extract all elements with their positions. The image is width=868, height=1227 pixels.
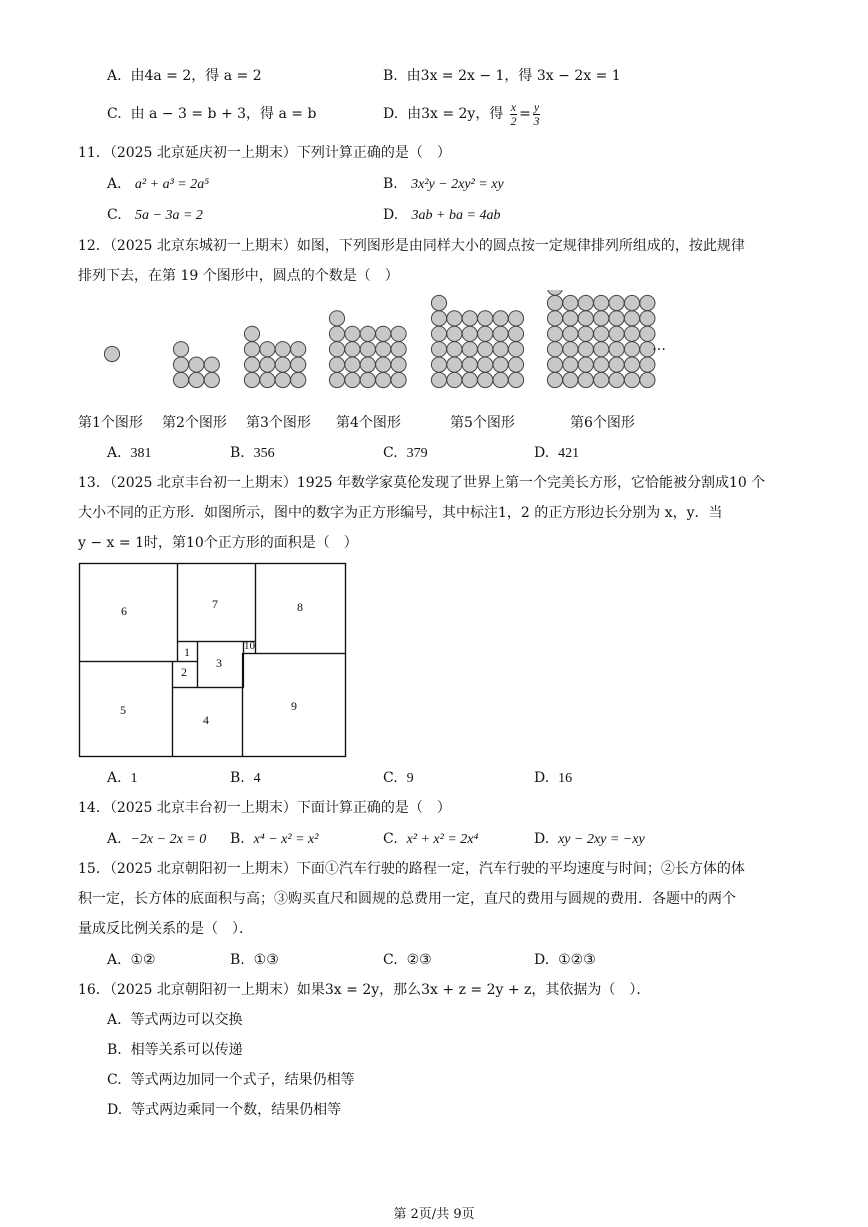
dot: [447, 357, 462, 372]
dot: [493, 342, 508, 357]
q14-option-c: [383, 830, 478, 849]
dot: [508, 357, 523, 372]
option-label: A.: [107, 445, 122, 461]
dot: [244, 372, 259, 387]
denominator: 3: [533, 113, 540, 128]
q14-option-d: [534, 830, 645, 849]
q14-option-b: [230, 830, 318, 849]
q13-option-a: [107, 769, 137, 788]
q15-stem-line1: 15．（2025 北京朝阳初一上期末）下面①汽车行驶的路程一定，汽车行驶的平均速度与时间；②长方体的体: [78, 861, 745, 877]
q10-option-d: [383, 100, 542, 128]
dot: [431, 372, 446, 387]
q12-stem-line1: 12．（2025 北京东城初一上期末）如图，下列图形是由同样大小的圆点按一定规律排列所组成的，按此规律: [78, 238, 745, 254]
dot: [493, 326, 508, 341]
figure-label-2: 第2个图形: [162, 415, 227, 431]
option-label: A.: [107, 176, 122, 192]
dot: [104, 346, 119, 361]
dot: [244, 326, 259, 341]
dot: [447, 311, 462, 326]
dot: [609, 357, 624, 372]
dot: [291, 357, 306, 372]
numerator: x: [510, 99, 517, 114]
equals-sign: =: [519, 106, 531, 122]
dot: [640, 295, 655, 310]
dot: [594, 357, 609, 372]
dot: [291, 372, 306, 387]
option-label: C.: [107, 1072, 122, 1088]
option-label: D.: [107, 1102, 123, 1118]
option-value: 9: [406, 771, 414, 786]
q12-option-c: [383, 444, 428, 463]
option-value: 381: [130, 446, 152, 461]
option-label: B.: [230, 831, 245, 847]
dot: [578, 357, 593, 372]
option-label: B.: [230, 770, 245, 786]
q11-stem: 11．（2025 北京延庆初一上期末）下列计算正确的是（ ）: [78, 145, 451, 161]
q12-option-b: [230, 444, 275, 463]
option-text: 由4a = 2，得 a = 2: [130, 68, 262, 84]
dot: [462, 357, 477, 372]
dot: [624, 311, 639, 326]
square-label-10: 10: [244, 640, 255, 652]
dot: [563, 326, 578, 341]
dot: [391, 357, 406, 372]
option-value: 等式两边可以交换: [130, 1012, 243, 1028]
dot: [275, 342, 290, 357]
option-value: 379: [406, 446, 428, 461]
dot: [578, 342, 593, 357]
dot: [329, 342, 344, 357]
option-label: B.: [107, 1042, 122, 1058]
option-value: ①③: [253, 952, 279, 968]
q11-option-a: [107, 175, 209, 194]
dot: [329, 357, 344, 372]
dot: [189, 372, 204, 387]
option-label: D.: [534, 952, 550, 968]
dot: [329, 311, 344, 326]
option-label: C.: [383, 952, 398, 968]
dot: [360, 372, 375, 387]
dot: [493, 357, 508, 372]
option-text: 5a − 3a = 2: [135, 208, 203, 223]
option-label: D.: [383, 106, 399, 122]
square-label-9: 9: [291, 699, 297, 713]
dot: [345, 357, 360, 372]
square-label-2: 2: [181, 665, 187, 679]
dot: [376, 342, 391, 357]
dot: [376, 357, 391, 372]
dot: [173, 357, 188, 372]
option-label: A.: [107, 952, 122, 968]
square-label-5: 5: [120, 703, 126, 717]
figure-label-1: 第1个图形: [78, 415, 143, 431]
dot: [547, 311, 562, 326]
dot: [478, 326, 493, 341]
dot: [563, 372, 578, 387]
dot: [478, 342, 493, 357]
q15-option-a: [107, 951, 156, 969]
dot: [391, 342, 406, 357]
option-label: C.: [107, 106, 122, 122]
dot: [204, 372, 219, 387]
dot: [624, 295, 639, 310]
q10-option-c: [107, 105, 316, 123]
dot: [578, 295, 593, 310]
q12-option-a: [107, 444, 151, 463]
dot: [376, 326, 391, 341]
q15-option-d: [534, 951, 596, 969]
dot: [189, 357, 204, 372]
dot: [609, 372, 624, 387]
dot: [493, 311, 508, 326]
q10-option-a: [107, 67, 262, 85]
option-text: x⁴ − x² = x²: [253, 832, 319, 847]
square-label-6: 6: [121, 604, 127, 618]
fraction: [533, 101, 540, 128]
denominator: 2: [510, 113, 517, 128]
option-label: C.: [107, 207, 122, 223]
dot: [376, 372, 391, 387]
option-text: 由 a − 3 = b + 3，得 a = b: [130, 106, 317, 122]
dot: [578, 311, 593, 326]
dot: [244, 357, 259, 372]
dot: [173, 342, 188, 357]
dot: [360, 326, 375, 341]
fraction: [510, 101, 517, 128]
option-value: 相等关系可以传递: [130, 1042, 243, 1058]
dot: [291, 342, 306, 357]
figure-label-6: 第6个图形: [570, 415, 635, 431]
square-label-8: 8: [297, 600, 303, 614]
dot: [609, 342, 624, 357]
ellipsis: …: [652, 338, 666, 354]
dot: [640, 311, 655, 326]
option-label: A.: [107, 68, 122, 84]
dot: [547, 357, 562, 372]
dot: [624, 342, 639, 357]
dot: [478, 372, 493, 387]
dot: [609, 326, 624, 341]
q15-stem-line2: 积一定，长方体的底面积与高；③购买直尺和圆规的总费用一定，直尺的费用与圆规的费用．各题中的两个: [78, 891, 736, 907]
option-label: B.: [383, 176, 398, 192]
option-text: 3x²y − 2xy² = xy: [411, 177, 504, 192]
option-text: xy − 2xy = −xy: [558, 832, 645, 847]
option-value: 等式两边乘同一个数，结果仍相等: [131, 1102, 342, 1118]
dot: [578, 372, 593, 387]
dot: [360, 342, 375, 357]
dot: [329, 372, 344, 387]
dot: [345, 326, 360, 341]
dot: [462, 342, 477, 357]
dot: [547, 326, 562, 341]
dot: [329, 326, 344, 341]
option-label: B.: [230, 952, 245, 968]
dot: [260, 342, 275, 357]
option-value: 等式两边加同一个式子，结果仍相等: [130, 1072, 355, 1088]
square-5: [80, 662, 173, 757]
option-label: C.: [383, 770, 398, 786]
square-label-3: 3: [216, 656, 222, 670]
q16-option-a: [107, 1011, 242, 1029]
perfect-rectangle-figure: [78, 562, 348, 758]
option-text: 由3x = 2x − 1，得 3x − 2x = 1: [406, 68, 621, 84]
q14-stem: 14．（2025 北京丰台初一上期末）下面计算正确的是（ ）: [78, 800, 451, 816]
option-text: a² + a³ = 2a⁵: [134, 177, 210, 192]
q15-stem-line3: 量成反比例关系的是（ ）．: [78, 921, 253, 937]
dot: [594, 342, 609, 357]
option-value: 16: [558, 771, 573, 786]
dot: [391, 372, 406, 387]
dot: [508, 326, 523, 341]
option-text: x² + x² = 2x⁴: [406, 832, 479, 847]
dot: [431, 357, 446, 372]
dot: [431, 326, 446, 341]
option-label: B.: [230, 445, 245, 461]
dot: [508, 311, 523, 326]
dot: [447, 326, 462, 341]
dot-pattern-figure: [0, 290, 868, 410]
q16-option-d: [107, 1101, 341, 1119]
dot: [478, 311, 493, 326]
dot: [624, 326, 639, 341]
dot: [563, 311, 578, 326]
q11-option-b: [383, 175, 504, 194]
page-footer: 第 2页/共 9页: [393, 1207, 475, 1222]
figure-label-5: 第5个图形: [450, 415, 515, 431]
option-label: D.: [534, 770, 550, 786]
q16-option-c: [107, 1071, 355, 1089]
dot: [594, 295, 609, 310]
q13-option-d: [534, 769, 572, 788]
q16-option-b: [107, 1041, 243, 1059]
q13-option-b: [230, 769, 261, 788]
q14-option-a: [107, 830, 206, 849]
option-text: −2x − 2x = 0: [130, 832, 207, 847]
dot: [275, 372, 290, 387]
option-label: B.: [383, 68, 398, 84]
dot: [478, 357, 493, 372]
option-value: 356: [253, 446, 275, 461]
square-label-7: 7: [212, 597, 218, 611]
dot: [547, 372, 562, 387]
q12-stem-line2: 排列下去，在第 19 个图形中，圆点的个数是（ ）: [78, 268, 399, 284]
numerator: y: [533, 99, 540, 114]
option-label: D.: [534, 445, 550, 461]
option-label: C.: [383, 445, 398, 461]
dot: [431, 311, 446, 326]
dot: [391, 326, 406, 341]
dot: [594, 311, 609, 326]
outer-rectangle: [80, 564, 346, 757]
square-label-1: 1: [184, 645, 190, 659]
dot: [204, 357, 219, 372]
option-value: 1: [130, 771, 138, 786]
dot: [260, 372, 275, 387]
dot: [594, 372, 609, 387]
dot: [275, 357, 290, 372]
dot: [578, 326, 593, 341]
dot: [431, 342, 446, 357]
option-value: 421: [558, 446, 580, 461]
dot: [260, 357, 275, 372]
option-text: 3ab + ba = 4ab: [411, 208, 501, 223]
dot: [462, 326, 477, 341]
option-label: D.: [534, 831, 550, 847]
q11-option-d: [383, 206, 500, 225]
dot: [345, 372, 360, 387]
dot: [594, 326, 609, 341]
dot: [624, 372, 639, 387]
dot: [563, 295, 578, 310]
dot: [345, 342, 360, 357]
q13-option-c: [383, 769, 414, 788]
option-text: 由3x = 2y，得: [407, 106, 504, 122]
option-value: ①②③: [558, 952, 596, 968]
dot: [547, 295, 562, 310]
dot: [547, 290, 562, 295]
option-value: ②③: [406, 952, 432, 968]
option-value: ①②: [130, 952, 156, 968]
q10-option-b: [383, 67, 621, 85]
dot: [563, 357, 578, 372]
q15-option-b: [230, 951, 279, 969]
figure-label-3: 第3个图形: [246, 415, 311, 431]
dot: [563, 342, 578, 357]
option-label: A.: [107, 831, 122, 847]
q15-option-c: [383, 951, 432, 969]
dot: [609, 311, 624, 326]
q13-stem-line1: 13．（2025 北京丰台初一上期末）1925 年数学家莫伦发现了世界上第一个完美长方形，它恰能被分割成10 个: [78, 475, 766, 491]
dot: [431, 295, 446, 310]
square-label-4: 4: [203, 713, 209, 727]
dot: [447, 372, 462, 387]
dot: [508, 372, 523, 387]
dot: [462, 311, 477, 326]
q11-option-c: [107, 206, 203, 225]
option-value: 4: [253, 771, 261, 786]
square-6: [80, 564, 178, 662]
dot: [609, 295, 624, 310]
dot: [244, 342, 259, 357]
dot: [547, 342, 562, 357]
dot: [173, 372, 188, 387]
figure-label-4: 第4个图形: [336, 415, 401, 431]
q12-option-d: [534, 444, 579, 463]
q13-stem-line2: 大小不同的正方形．如图所示，图中的数字为正方形编号，其中标注1，2 的正方形边长分别为 x，y．当: [78, 505, 723, 521]
dot: [640, 372, 655, 387]
dot: [447, 342, 462, 357]
option-label: A.: [107, 1012, 122, 1028]
dot: [624, 357, 639, 372]
q16-stem: 16．（2025 北京朝阳初一上期末）如果3x = 2y，那么3x + z = 2y + z，其依据为（ ）．: [78, 982, 651, 998]
dot: [360, 357, 375, 372]
dot: [462, 372, 477, 387]
q13-stem-line3: y − x = 1时，第10个正方形的面积是（ ）: [78, 535, 358, 551]
dot: [493, 372, 508, 387]
option-label: A.: [107, 770, 122, 786]
dot: [508, 342, 523, 357]
option-label: D.: [383, 207, 399, 223]
dot: [640, 357, 655, 372]
option-label: C.: [383, 831, 398, 847]
